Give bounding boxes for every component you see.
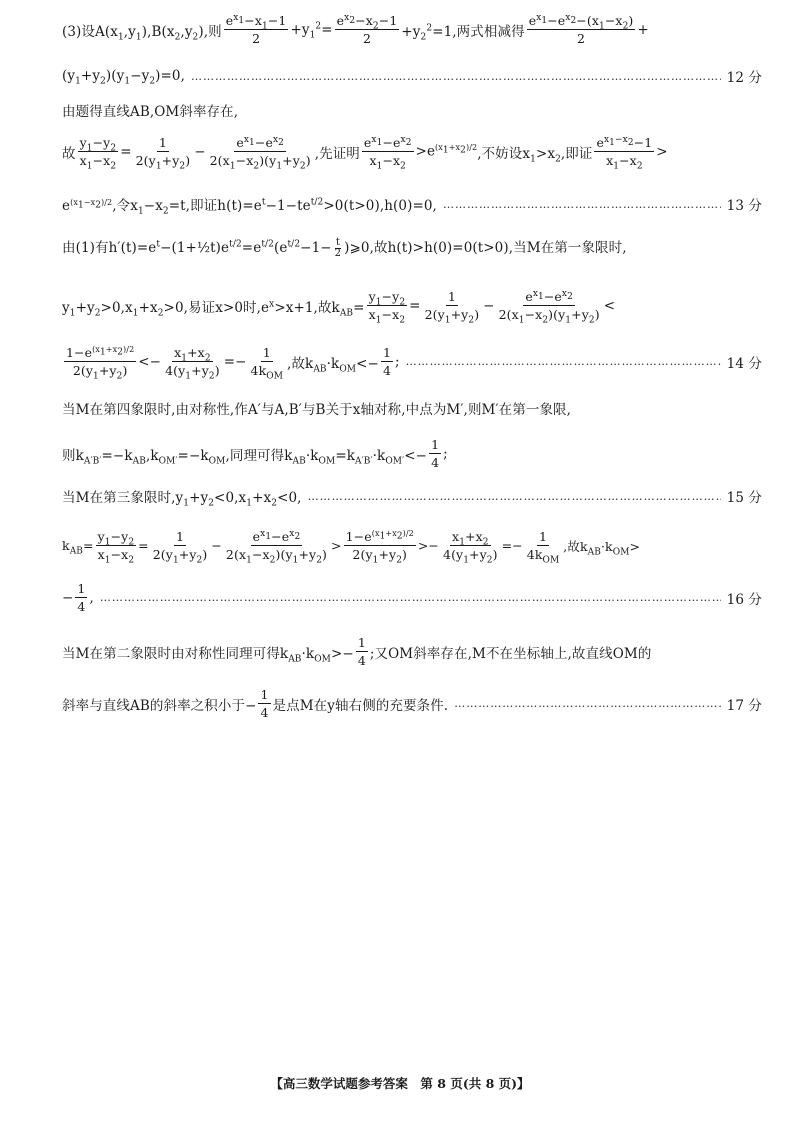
solution-line-11 [62,486,762,509]
fraction: $\frac{e^{x_1}-e^{x_2}-(x_1-x_2)}{2}$ [528,12,634,47]
fraction: $\frac{e^{x_2}-x_2-1}{2}$ [336,12,398,47]
text: <− [138,353,162,370]
solution-line-13 [62,582,762,613]
fraction: $\frac{e^{x_1-x_2}-1}{x_1-x_2}$ [596,134,653,172]
text: > [656,143,668,160]
text: =− [223,353,247,370]
text: 当M在第二象限时由对称性同理可得$k_{AB}\cdot k_{OM}>-$ [62,645,354,665]
score-label: 15 分 [726,490,762,506]
text: < [603,297,616,314]
fraction: $\frac{x_1+x_2}{4(y_1+y_2)}$ [443,529,498,566]
solution-line-2 [62,66,762,86]
text: 当M在第四象限时,由对称性,作A′与A,B′与B关于x轴对称,中点为M′,则M′在第一象限, [62,402,572,418]
solution-line-4 [62,134,762,172]
solution-line-6 [62,236,762,260]
fraction: $\frac{1}{4}$ [431,437,440,471]
text: $k_{AB}=$ [62,538,94,557]
fraction: $\frac{x_1+x_2}{4(y_1+y_2)}$ [165,345,220,382]
text: 故 [62,145,76,162]
solution-line-10 [62,438,762,469]
dot-leader [191,70,721,83]
solution-line-5 [62,194,762,217]
text: = [120,143,132,160]
text: $+y_1^2=$ [290,21,333,41]
fraction: $\frac{1}{4}$ [260,687,269,721]
text: ,不妨设$x_1>x_2$,即证 [477,145,593,165]
text: 是点M在y轴右侧的充要条件. [272,697,449,714]
text: = [409,297,421,314]
text: 则$k_{A'B'}=-k_{AB},k_{OM'}=-k_{OM}$,同理可得$k_{AB}\cdot k_{OM}=k_{A'B'}\cdot k_{OM'}<-$ [62,447,428,467]
text: $y_1+y_2>0,x_1+x_2>0$,易证x>0时$,e^x>x+1$,故$k_{AB}=$ [62,299,365,319]
text: $>e^{(x_1+x_2)/2}$ [415,143,478,160]
fraction: $\frac{e^{x_1}-e^{x_2}}{2(x_1-x_2)(y_1+y_2)}$ [498,288,600,326]
solution-line-8 [62,345,762,382]
page-footer: 【高三数学试题参考答案 第 8 页(共 8 页)】 [270,1076,530,1091]
fraction: $\frac{1}{4k_{OM}}$ [250,345,284,382]
text: = [138,538,149,554]
solution-line-14 [62,636,762,667]
fraction: $\frac{y_1-y_2}{x_1-x_2}$ [368,289,406,326]
fraction: $\frac{1}{4}$ [77,581,86,615]
text: > [331,538,342,554]
score-label: 12 分 [726,70,762,86]
score-label: 16 分 [726,591,762,608]
solution-line-15 [62,688,762,719]
text: − [211,538,222,554]
fraction: $\frac{1}{4}$ [357,635,366,669]
text: =− [501,538,523,554]
fraction: $\frac{1}{2(y_1+y_2)}$ [135,135,191,172]
text: , [89,589,94,606]
text: 当M在第三象限时$,y_1+y_2<0,x_1+x_2<0$, [62,490,302,509]
solution-line-9 [62,398,762,418]
dot-leader [308,490,721,503]
text: (3)设$A(x_1,y_1),B(x_2,y_2)$,则 [62,23,222,43]
text: ; [395,353,400,370]
solution-line-1 [62,14,762,45]
text: ,故$k_{AB}\cdot k_{OM}>$ [563,538,641,558]
fraction: $\frac{1-e^{(x_1+x_2)/2}}{2(y_1+y_2)}$ [345,529,414,566]
fraction: $\frac{y_1-y_2}{x_1-x_2}$ [79,135,117,172]
solution-line-3 [62,100,762,120]
score-label: 13 分 [726,198,762,214]
fraction: $\frac{y_1-y_2}{x_1-x_2}$ [97,529,135,566]
text: $(y_1+y_2)(y_1-y_2)=0$, [62,68,186,87]
fraction: $\frac{e^{x_1}-x_1-1}{2}$ [225,12,287,47]
text: ; [443,445,448,462]
dot-leader [406,355,721,368]
fraction: $\frac{e^{x_1}-e^{x_2}}{x_1-x_2}$ [363,134,412,172]
fraction: $\frac{1}{4k_{OM}}$ [526,529,560,566]
text: 由题得直线AB,OM斜率存在, [62,104,239,120]
score-label: 14 分 [726,355,762,372]
solution-line-7 [62,288,762,326]
text: >− [417,538,440,554]
text: − [62,589,74,606]
text: $+y_2^2=1$,两式相减得 [401,23,525,43]
text: − [483,297,495,314]
dot-leader [454,697,720,710]
score-label: 17 分 [726,697,762,714]
fraction: $\frac{e^{x_1}-e^{x_2}}{2(x_1-x_2)(y_1+y_2)}$ [209,134,311,172]
fraction: $\frac{e^{x_1}-e^{x_2}}{2(x_1-x_2)(y_1+y_2)}$ [225,528,328,566]
text: ;又OM斜率存在,M不在坐标轴上,故直线OM的 [369,645,652,662]
text: + [637,21,649,38]
text: − [194,143,206,160]
text: ,先证明 [314,145,360,162]
text: $e^{(x_1-x_2)/2}$,令$x_1-x_2=t$,即证$h(t)=e^t-1-te^{t/2}>0(t>0),h(0)=0$, [62,197,437,217]
text: 斜率与直线AB的斜率之积小于− [62,697,257,714]
dot-leader [443,198,721,211]
fraction: $\frac{1-e^{(x_1+x_2)/2}}{2(y_1+y_2)}$ [66,345,135,382]
fraction: $\frac{1}{2(y_1+y_2)}$ [152,529,208,566]
fraction: $\frac{1}{4}$ [382,345,392,379]
dot-leader [100,591,721,604]
text: 由(1)有$h'(t)=e^t-(1+\frac{1}{2}t)e^{t/2}=e^{t/2}(e^{t/2}-1-$ $\frac{t}{2}$ )⩾0,故h(t)>h(0)=0(t>0),当M在第一象限时, [62,236,627,259]
fraction: $\frac{1}{2(y_1+y_2)}$ [424,289,480,326]
text: ,故$k_{AB}\cdot k_{OM}<-$ [287,355,379,375]
solution-line-12 [62,528,762,566]
